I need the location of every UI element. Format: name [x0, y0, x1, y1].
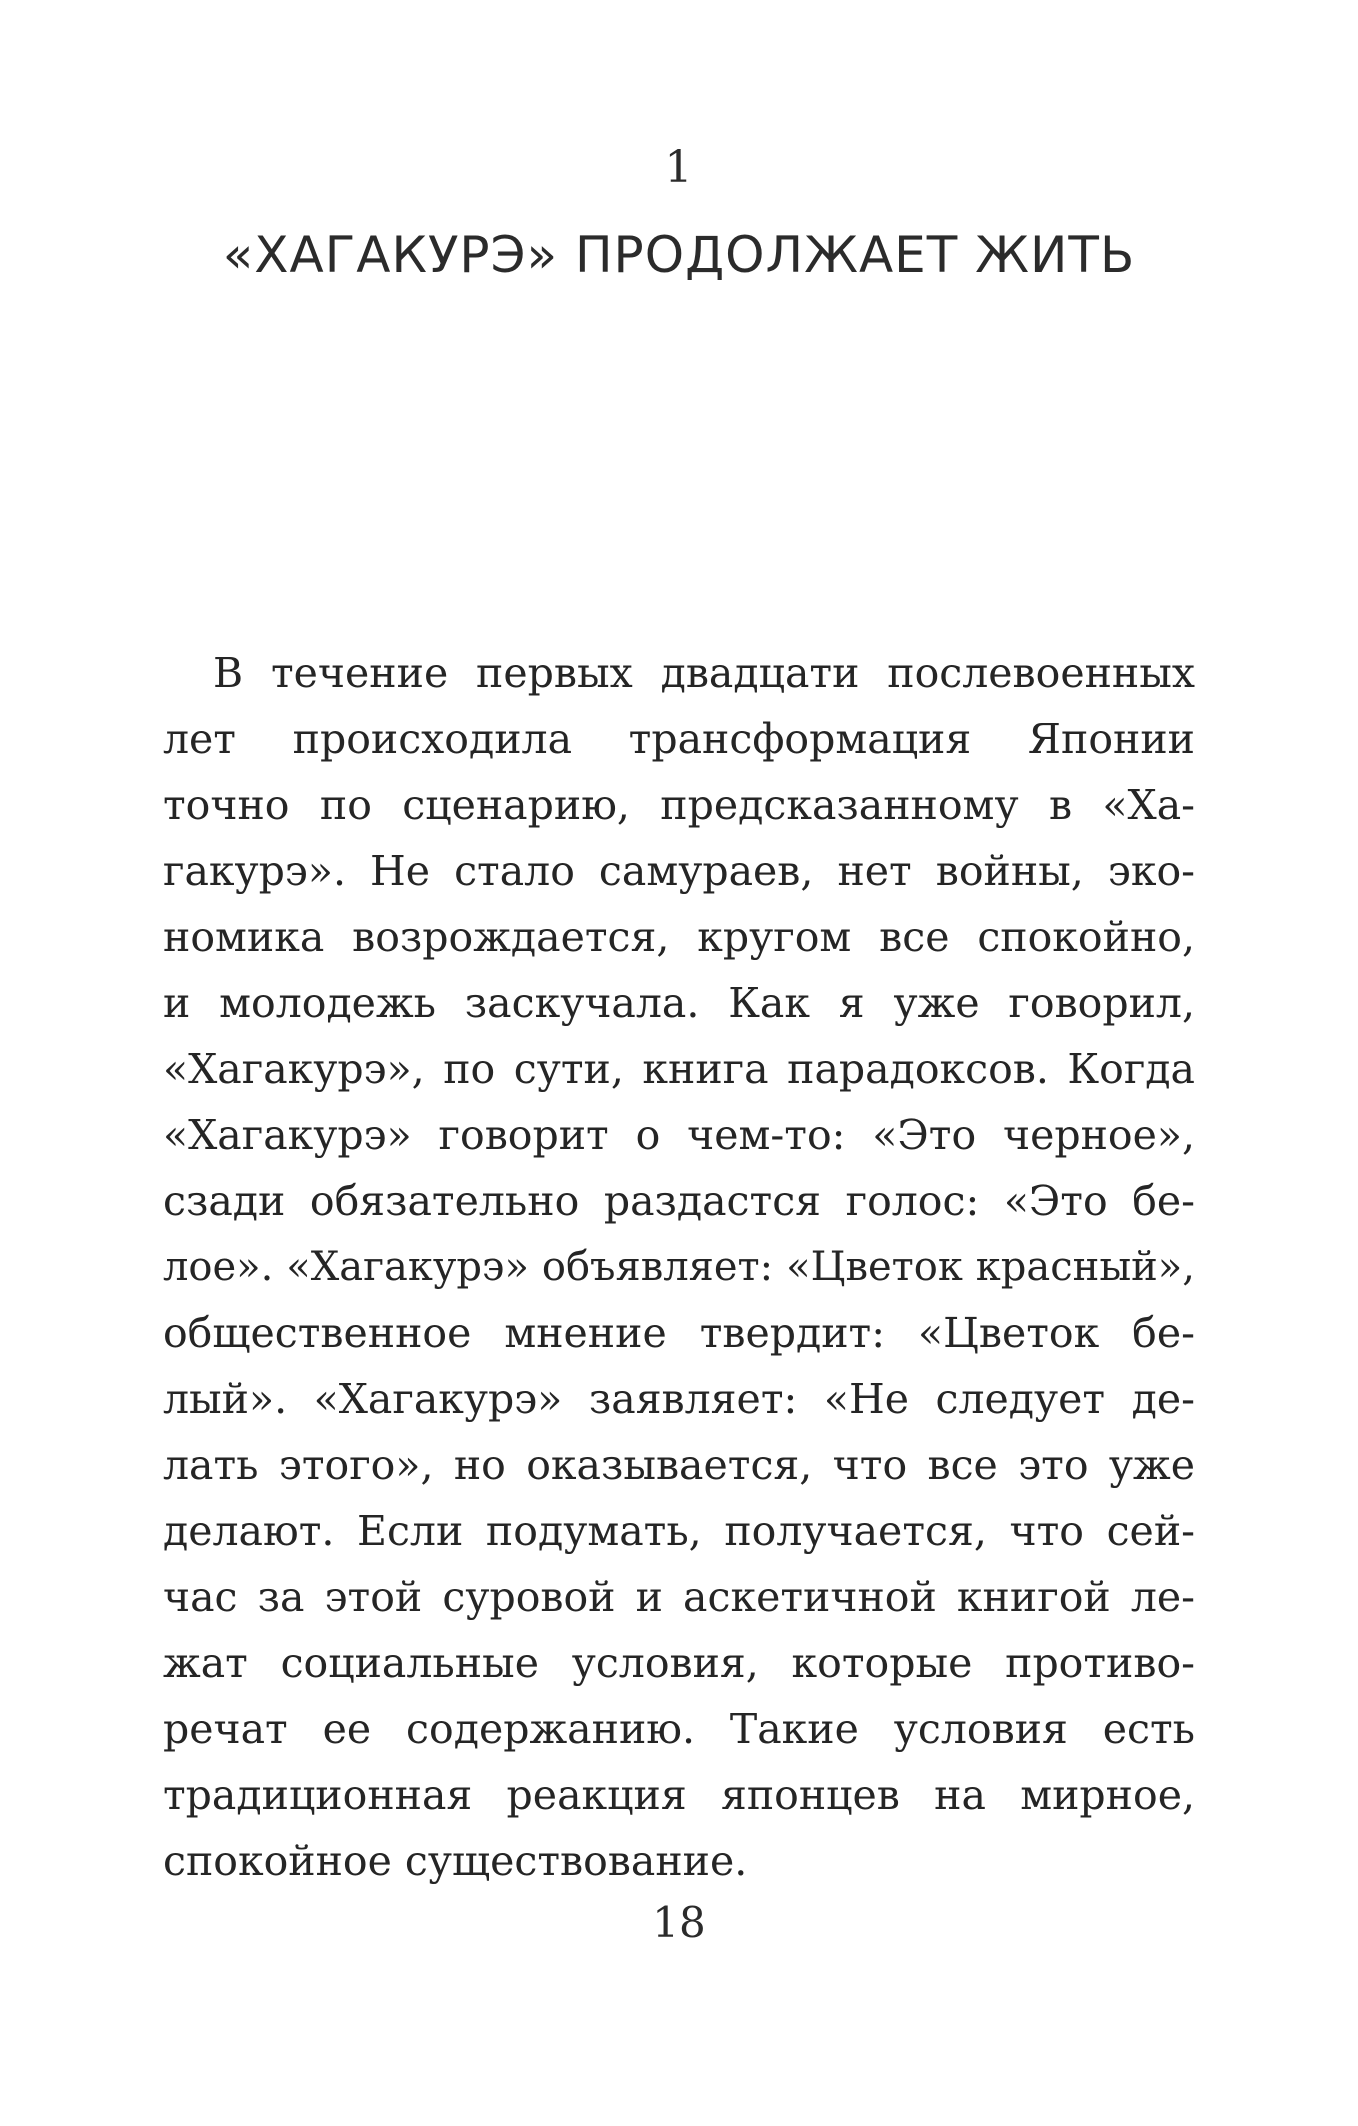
paragraph-line: делают. Если подумать, получается, что сей- — [163, 1507, 1195, 1555]
paragraph-line: лый». «Хагакурэ» заявляет: «Не следует де- — [163, 1375, 1195, 1423]
paragraph-line: «Хагакурэ», по сути, книга парадоксов. Когда — [163, 1045, 1195, 1093]
paragraph-line: гакурэ». Не стало самураев, нет войны, эко- — [163, 847, 1195, 895]
paragraph-line: лое». «Хагакурэ» объявляет: «Цветок красный», — [163, 1244, 1195, 1290]
paragraph-line: лет происходила трансформация Японии — [163, 715, 1195, 763]
paragraph-line: час за этой суровой и аскетичной книгой ле- — [163, 1573, 1195, 1621]
paragraph-line: и молодежь заскучала. Как я уже говорил, — [163, 979, 1195, 1027]
paragraph-line: лать этого», но оказывается, что все это уже — [163, 1441, 1195, 1489]
paragraph-line: точно по сценарию, предсказанному в «Ха- — [163, 781, 1195, 829]
paragraph-line: спокойное существование. — [163, 1837, 748, 1885]
paragraph-line: жат социальные условия, которые противо- — [163, 1639, 1195, 1687]
paragraph-line: В течение первых двадцати послевоенных — [213, 649, 1195, 697]
paragraph-line: речат ее содержанию. Такие условия есть — [163, 1705, 1195, 1753]
paragraph-line: сзади обязательно раздастся голос: «Это бе- — [163, 1177, 1195, 1225]
chapter-title: «ХАГАКУРЭ» ПРОДОЛЖАЕТ ЖИТЬ — [222, 226, 1136, 284]
body-paragraph — [163, 640, 1195, 1894]
paragraph-line: общественное мнение твердит: «Цветок бе- — [163, 1309, 1195, 1357]
page-number: 18 — [652, 1898, 706, 1947]
paragraph-line: традиционная реакция японцев на мирное, — [163, 1771, 1195, 1819]
chapter-number: 1 — [664, 142, 694, 193]
paragraph-line: «Хагакурэ» говорит о чем-то: «Это черное», — [163, 1111, 1195, 1159]
paragraph-line: номика возрождается, кругом все спокойно, — [163, 913, 1195, 961]
